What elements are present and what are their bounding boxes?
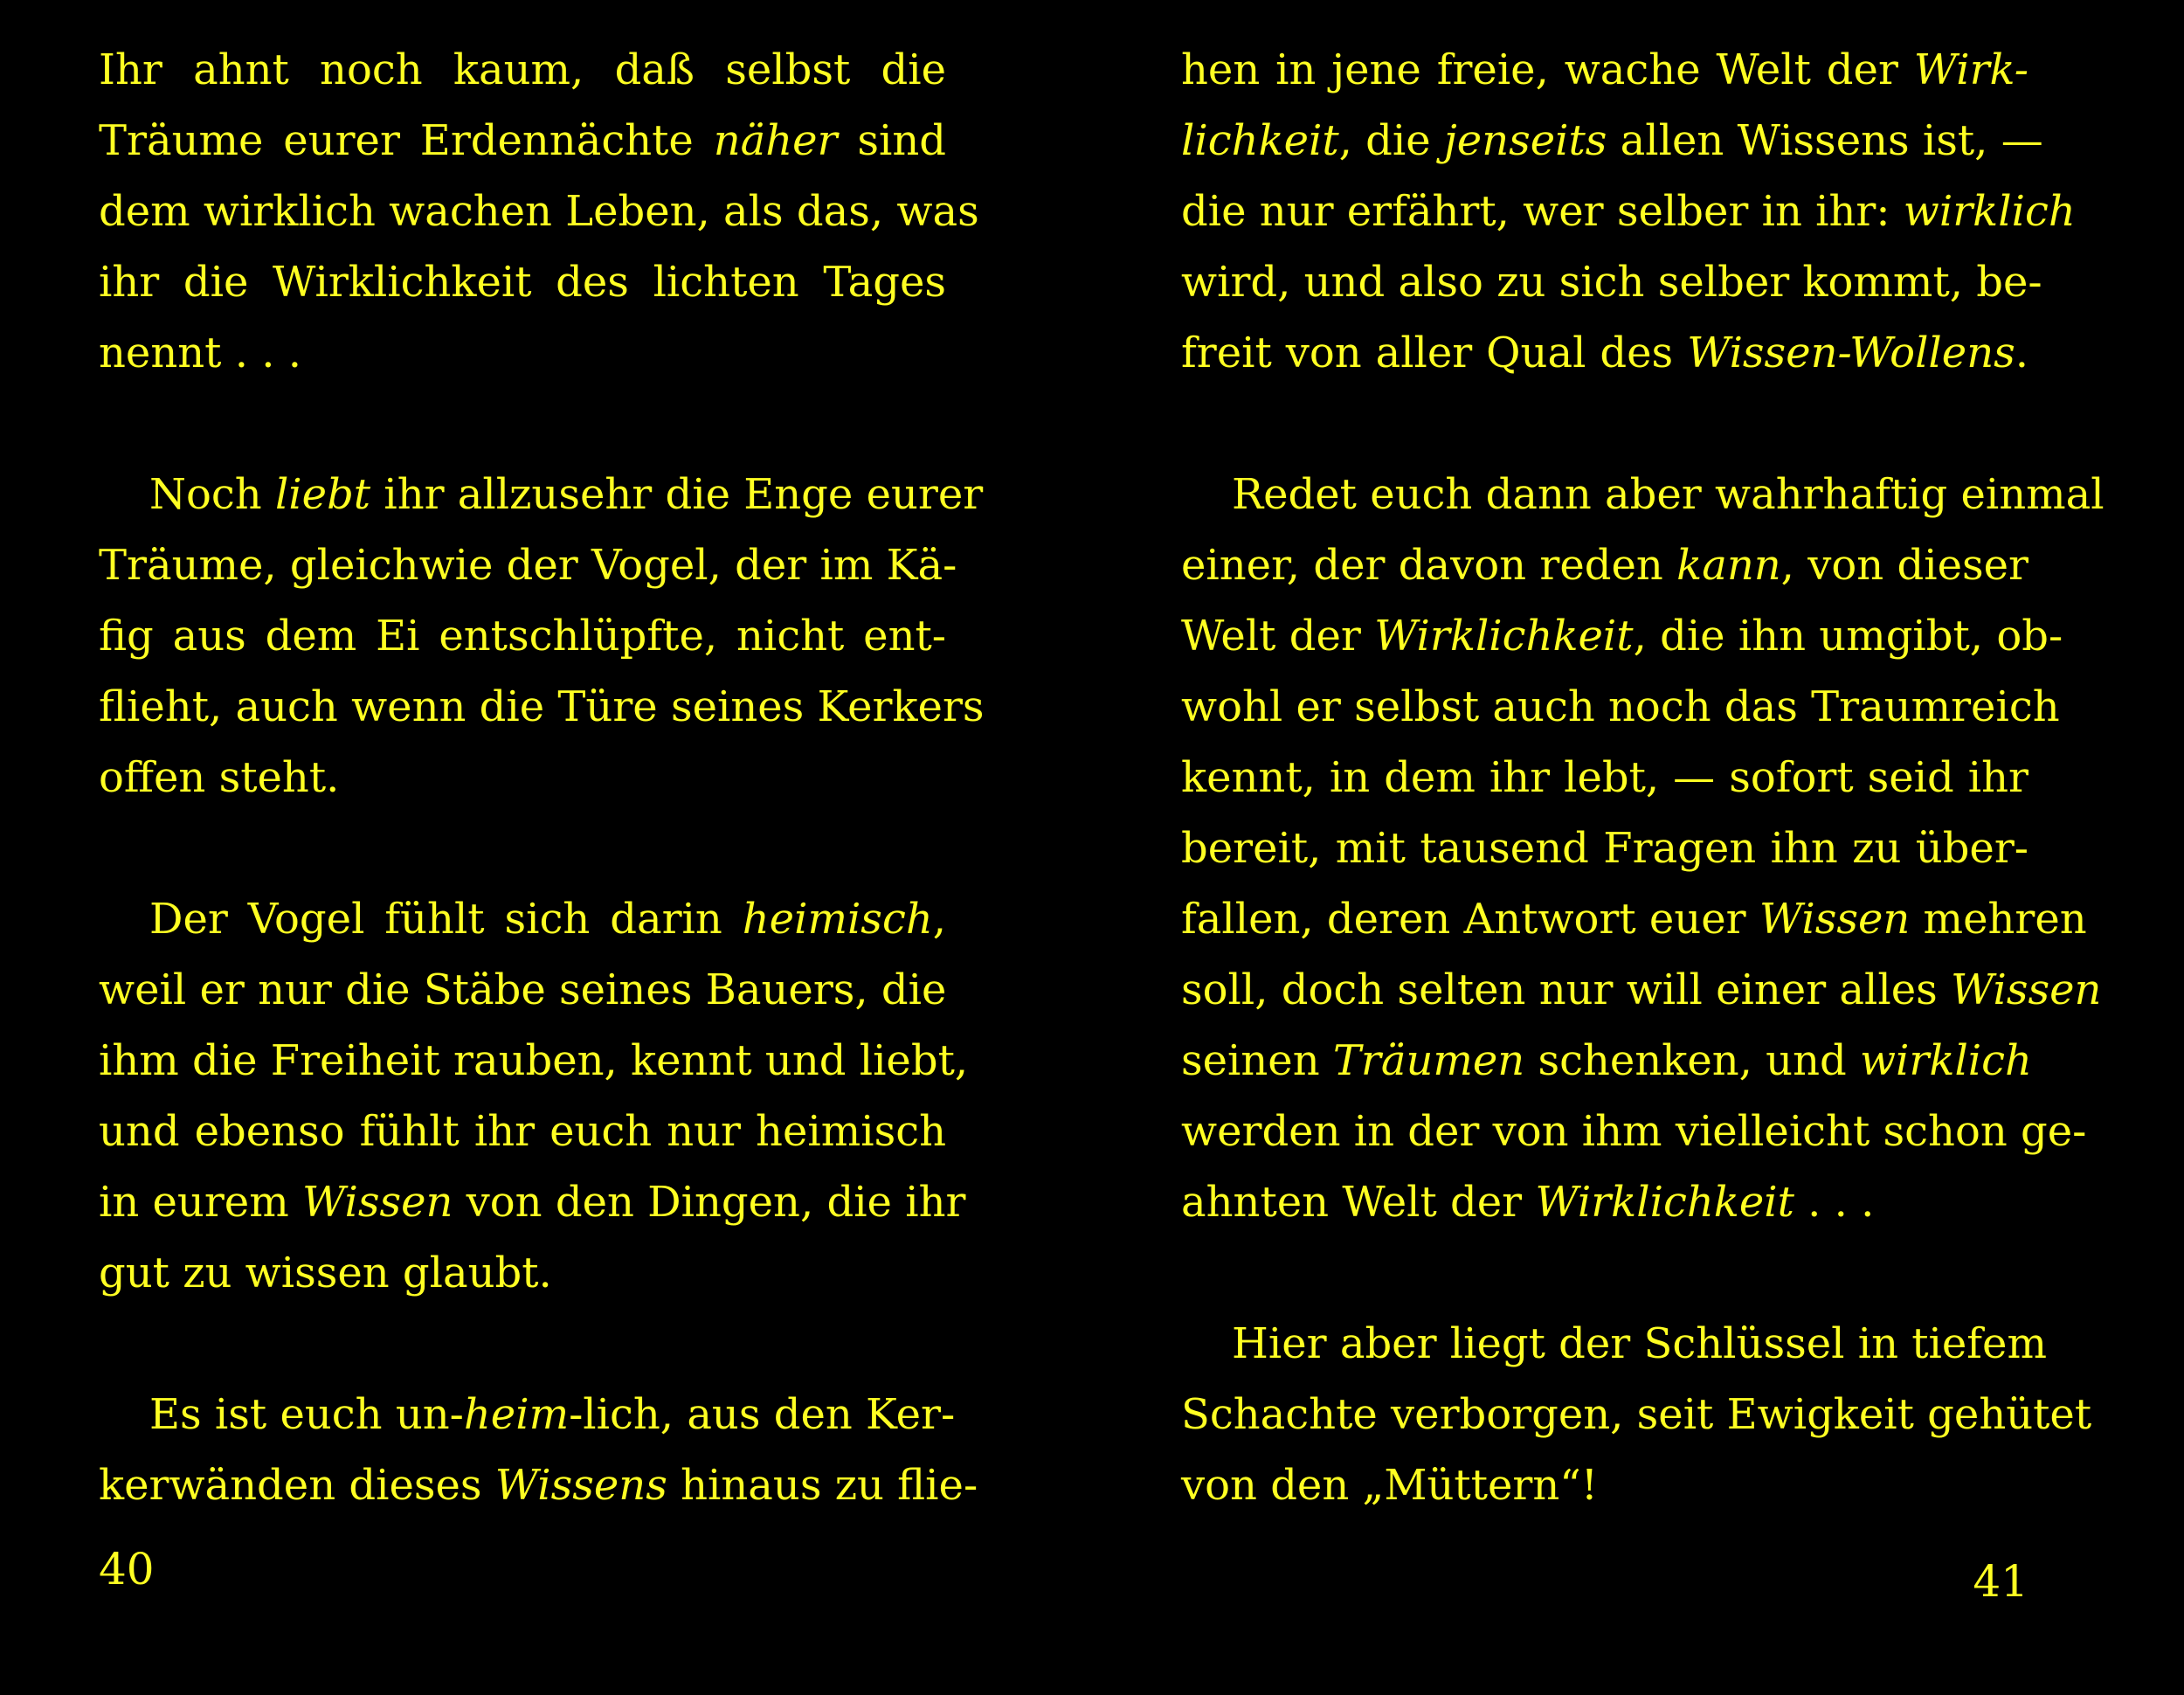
page-number: 40	[99, 1544, 155, 1595]
line-text: Träume, gleichwie der Vogel, der im Kä-	[99, 541, 957, 590]
text-line	[99, 672, 985, 742]
line-text: kerwänden dieses	[99, 1461, 495, 1510]
line-text: wohl er selbst auch noch das Traumreich	[1181, 682, 2060, 731]
line-text: und ebenso fühlt ihr euch nur heimisch	[99, 1107, 946, 1156]
line-text: seinen	[1181, 1036, 1333, 1085]
italic-text: Wissen-Wollens	[1687, 329, 2015, 377]
line-text: werden in der von ihm vielleicht schon ge-	[1181, 1107, 2087, 1156]
text-line	[1232, 1309, 2047, 1379]
text-line	[99, 1450, 978, 1520]
left-page	[99, 35, 985, 1660]
line-text: Der Vogel fühlt sich darin	[149, 895, 743, 944]
text-line	[99, 1097, 946, 1166]
line-text: Es ist euch un-	[149, 1390, 464, 1439]
text-line	[99, 1026, 969, 1096]
line-text: schenken, und	[1524, 1036, 1860, 1085]
italic-text: näher	[713, 116, 838, 165]
line-text: weil er nur die Stäbe seines Bauers, die	[99, 965, 947, 1014]
line-text: Welt der	[1181, 612, 1375, 661]
line-text: ihr allzusehr die Enge eurer	[370, 470, 984, 519]
text-line	[99, 601, 946, 671]
text-line	[99, 35, 946, 105]
line-text: , die	[1338, 116, 1444, 165]
line-text: ahnten Welt der	[1181, 1178, 1536, 1227]
text-line	[1181, 530, 2028, 600]
text-line	[1181, 176, 2076, 246]
italic-text: Wissen	[301, 1178, 453, 1227]
text-line	[99, 1238, 946, 1308]
text-line	[99, 318, 946, 388]
line-text: ihm die Freiheit rauben, kennt und liebt,	[99, 1036, 969, 1085]
text-line	[1181, 743, 2028, 813]
line-text: die nur erfährt, wer selber in ihr:	[1181, 187, 1904, 236]
line-text: , die ihn umgibt, ob-	[1633, 612, 2063, 661]
italic-text: kann	[1676, 541, 1781, 590]
line-text: ,	[932, 895, 946, 944]
line-text: Hier aber liegt der Schlüssel in tiefem	[1232, 1319, 2047, 1368]
line-text: von den „Müttern“!	[1181, 1461, 1599, 1510]
line-text: .	[2015, 329, 2028, 377]
line-text: kennt, in dem ihr lebt, — sofort seid ihr	[1181, 753, 2028, 802]
text-line	[99, 955, 946, 1025]
italic-text: Wissen	[1759, 895, 1911, 944]
line-text: in eurem	[99, 1178, 302, 1227]
line-text: ihr die Wirklichkeit des lichten Tages	[99, 258, 946, 307]
italic-text: Wirklichkeit	[1374, 612, 1634, 661]
line-text: mehren	[1910, 895, 2087, 944]
page-number: 41	[1973, 1556, 2028, 1607]
italic-text: wirklich	[1903, 187, 2076, 236]
italic-text: Wirklichkeit	[1535, 1178, 1794, 1227]
text-line	[1181, 813, 2028, 883]
line-text: soll, doch selten nur will einer alles	[1181, 965, 1952, 1014]
line-text: -lich, aus den Ker-	[569, 1390, 956, 1439]
italic-text: Wissen	[1951, 965, 2102, 1014]
text-line	[1181, 955, 2102, 1025]
text-line	[1181, 1026, 2032, 1096]
line-text: flieht, auch wenn die Türe seines Kerkers	[99, 682, 985, 731]
italic-text: liebt	[274, 470, 371, 519]
text-line	[149, 460, 984, 529]
line-text: von den Dingen, die ihr	[453, 1178, 966, 1227]
text-line	[1181, 35, 2028, 105]
line-text: Ihr ahnt noch kaum, daß selbst die	[99, 45, 946, 94]
text-line	[99, 247, 946, 317]
line-text: fig aus dem Ei entschlüpfte, nicht ent-	[99, 612, 946, 661]
italic-text: Wirk-	[1913, 45, 2028, 94]
italic-text: wirklich	[1859, 1036, 2032, 1085]
line-text: offen steht.	[99, 753, 340, 802]
text-line	[99, 743, 946, 813]
line-text: hinaus zu flie-	[667, 1461, 978, 1510]
text-line	[1181, 318, 2028, 388]
italic-text: Wissens	[494, 1461, 667, 1510]
right-page	[1181, 35, 2105, 1660]
italic-text: Träumen	[1332, 1036, 1525, 1085]
text-line	[1181, 672, 2060, 742]
line-text: bereit, mit tausend Fragen ihn zu über-	[1181, 824, 2028, 873]
text-line	[99, 530, 957, 600]
line-text: Schachte verborgen, seit Ewigkeit gehütet	[1181, 1390, 2092, 1439]
text-line	[1181, 884, 2087, 954]
text-line	[1181, 106, 2043, 176]
line-text: hen in jene freie, wache Welt der	[1181, 45, 1914, 94]
line-text: dem wirklich wachen Leben, als das, was	[99, 187, 979, 236]
line-text: Redet euch dann aber wahrhaftig einmal	[1232, 470, 2105, 519]
line-text: wird, und also zu sich selber kommt, be-	[1181, 258, 2042, 307]
line-text: einer, der davon reden	[1181, 541, 1677, 590]
text-line	[1181, 601, 2063, 671]
text-line	[1181, 1450, 2028, 1520]
text-line	[1181, 1167, 2028, 1237]
line-text: gut zu wissen glaubt.	[99, 1249, 552, 1297]
line-text: freit von aller Qual des	[1181, 329, 1688, 377]
text-line	[1181, 1097, 2087, 1166]
line-text: allen Wissens ist, —	[1607, 116, 2043, 165]
line-text: , von dieser	[1780, 541, 2028, 590]
text-line	[1232, 460, 2105, 529]
line-text: sind	[837, 116, 946, 165]
italic-text: heimisch	[742, 895, 933, 944]
line-text: Träume eurer Erdennächte	[99, 116, 714, 165]
line-text: fallen, deren Antwort euer	[1181, 895, 1759, 944]
line-text: . . .	[1794, 1178, 1875, 1227]
line-text: Noch	[149, 470, 275, 519]
text-line	[149, 884, 946, 954]
italic-text: heim	[463, 1390, 570, 1439]
text-line	[149, 1380, 956, 1449]
text-line	[1181, 1380, 2092, 1449]
text-line	[99, 106, 946, 176]
text-line	[1181, 247, 2042, 317]
text-line	[99, 176, 979, 246]
line-text: nennt . . .	[99, 329, 301, 377]
text-line	[99, 1167, 966, 1237]
italic-text: jenseits	[1443, 116, 1607, 165]
italic-text: lichkeit	[1181, 116, 1339, 165]
